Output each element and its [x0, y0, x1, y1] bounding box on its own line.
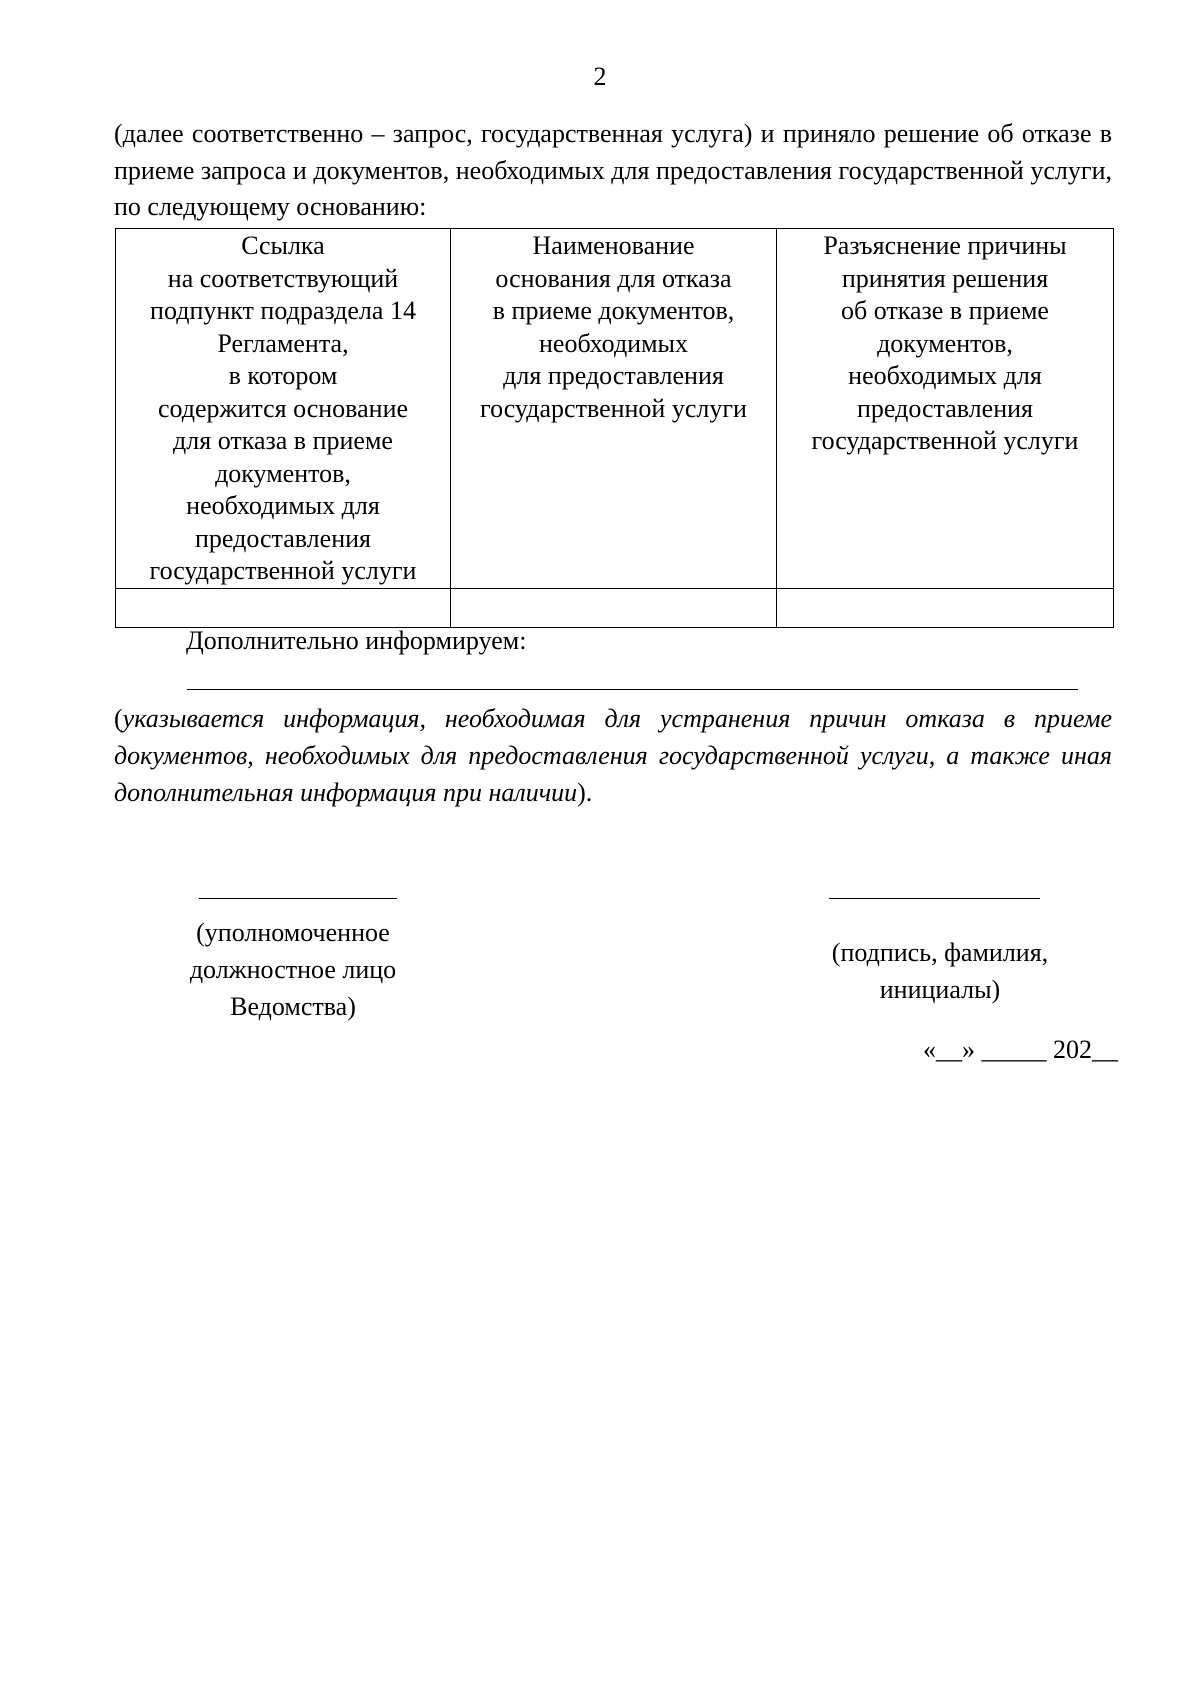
intro-line: об отказе в приеме запроса и документов, необходимых для предоставления — [114, 119, 1112, 185]
extra-info-label: Дополнительно информируем: — [186, 626, 527, 655]
signature-caption-line: инициалы) — [879, 975, 1001, 1004]
header-basis-name: Наименование основания для отказа в приеме документов, необходимых для предоставления государственной услуги — [451, 229, 777, 589]
official-caption-line: (уполномоченное — [196, 918, 390, 947]
table-cell[interactable] — [777, 588, 1114, 627]
refusal-basis-table — [115, 228, 1114, 628]
official-caption-line: должностное лицо — [189, 955, 397, 984]
official-caption — [160, 914, 426, 1025]
note-close-paren: ). — [577, 778, 593, 807]
table-cell[interactable] — [116, 588, 451, 627]
official-caption-line: Ведомства) — [230, 992, 356, 1021]
intro-paragraph — [114, 116, 1112, 226]
signature-caption-line: (подпись, фамилия, — [831, 938, 1049, 967]
date-field: «__» _____ 202__ — [923, 1035, 1118, 1064]
intro-line: (далее соответственно – запрос, государственная услуга) и приняло решение — [114, 119, 988, 148]
signature-caption — [780, 934, 1100, 1008]
official-blank-line[interactable] — [199, 898, 397, 899]
page-number: 2 — [593, 62, 607, 91]
table-cell[interactable] — [451, 588, 777, 627]
extra-info-blank-line[interactable] — [187, 689, 1078, 690]
note-open-paren: ( — [114, 704, 123, 733]
intro-line: государственной услуги, по следующему основанию: — [114, 155, 1112, 221]
table-header-row — [116, 229, 1114, 589]
note-italic-text: указывается информация, необходимая для устранения причин отказа в приеме документов, необходимых для предоставления государственной услуги, а также иная дополнительная информация при наличии — [114, 704, 1112, 807]
header-explanation: Разъяснение причины принятия решения об отказе в приеме документов, необходимых для предоставления государственной услуги — [777, 229, 1114, 589]
table-row — [116, 588, 1114, 627]
signature-blank-line[interactable] — [829, 898, 1040, 899]
instruction-note — [114, 700, 1112, 811]
header-reference: Ссылка на соответствующий подпункт подраздела 14 Регламента, в котором содержится основание для отказа в приеме документов, необходимых для предоставления государственной услуги — [116, 229, 451, 589]
